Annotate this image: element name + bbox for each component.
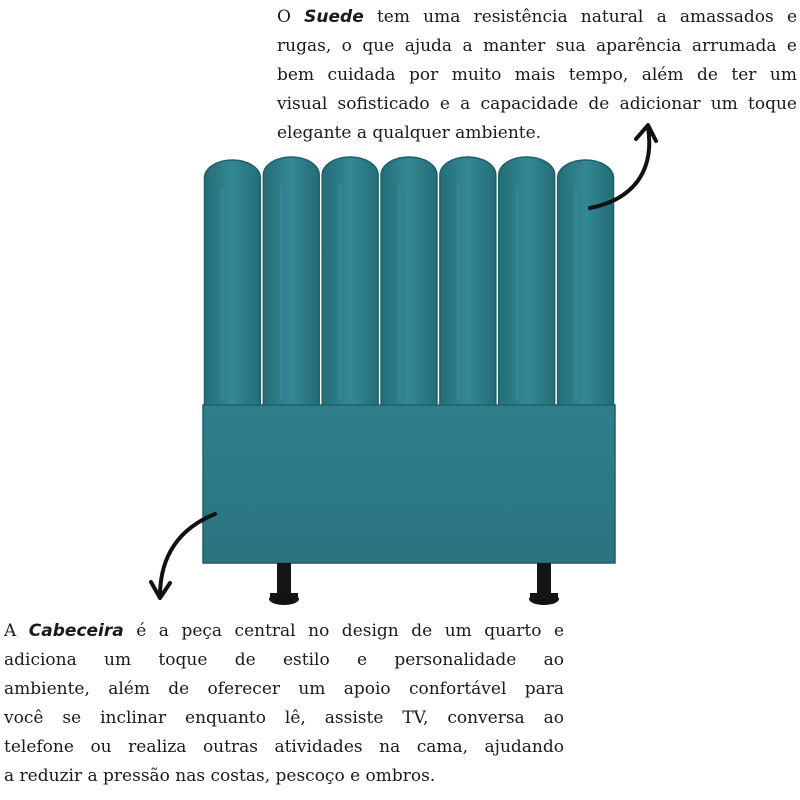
text-fragment: A — [4, 621, 29, 641]
headboard-panel — [381, 157, 437, 410]
text-line: adiciona um toque de estilo e personalidade ao — [4, 650, 564, 670]
headboard-panels — [205, 157, 614, 410]
text-line: telefone ou realiza outras atividades na cama, ajudando — [4, 737, 564, 757]
headboard-panel — [263, 157, 319, 410]
suede-emphasis: Suede — [304, 7, 364, 27]
headboard-panel — [499, 157, 555, 410]
headboard-leg-left — [269, 563, 299, 605]
text-line: visual sofisticado e a capacidade de adicionar um toque — [277, 94, 797, 114]
text-line: a reduzir a pressão nas costas, pescoço e ombros. — [4, 766, 436, 786]
headboard-panel — [322, 157, 378, 410]
text-line: rugas, o que ajuda a manter sua aparência arrumada e — [277, 36, 797, 56]
text-line — [4, 617, 564, 646]
headboard-panel — [558, 160, 614, 410]
text-line: você se inclinar enquanto lê, assiste TV, conversa ao — [4, 708, 564, 728]
text-line: bem cuidada por muito mais tempo, além de ter um — [277, 65, 797, 85]
text-fragment: O — [277, 7, 305, 27]
text-line: elegante a qualquer ambiente. — [277, 123, 542, 143]
headboard-base — [203, 405, 615, 563]
cabeceira-description — [4, 617, 564, 791]
suede-description — [277, 3, 797, 148]
text-line: ambiente, além de oferecer um apoio confortável para — [4, 679, 564, 699]
text-fragment: tem uma resistência natural a amassados e — [363, 7, 798, 27]
headboard-leg-right — [529, 563, 559, 605]
cabeceira-emphasis: Cabeceira — [28, 621, 124, 641]
headboard-panel — [205, 160, 261, 410]
text-line — [277, 3, 797, 32]
headboard-panel — [440, 157, 496, 410]
text-fragment: é a peça central no design de um quarto e — [123, 621, 565, 641]
